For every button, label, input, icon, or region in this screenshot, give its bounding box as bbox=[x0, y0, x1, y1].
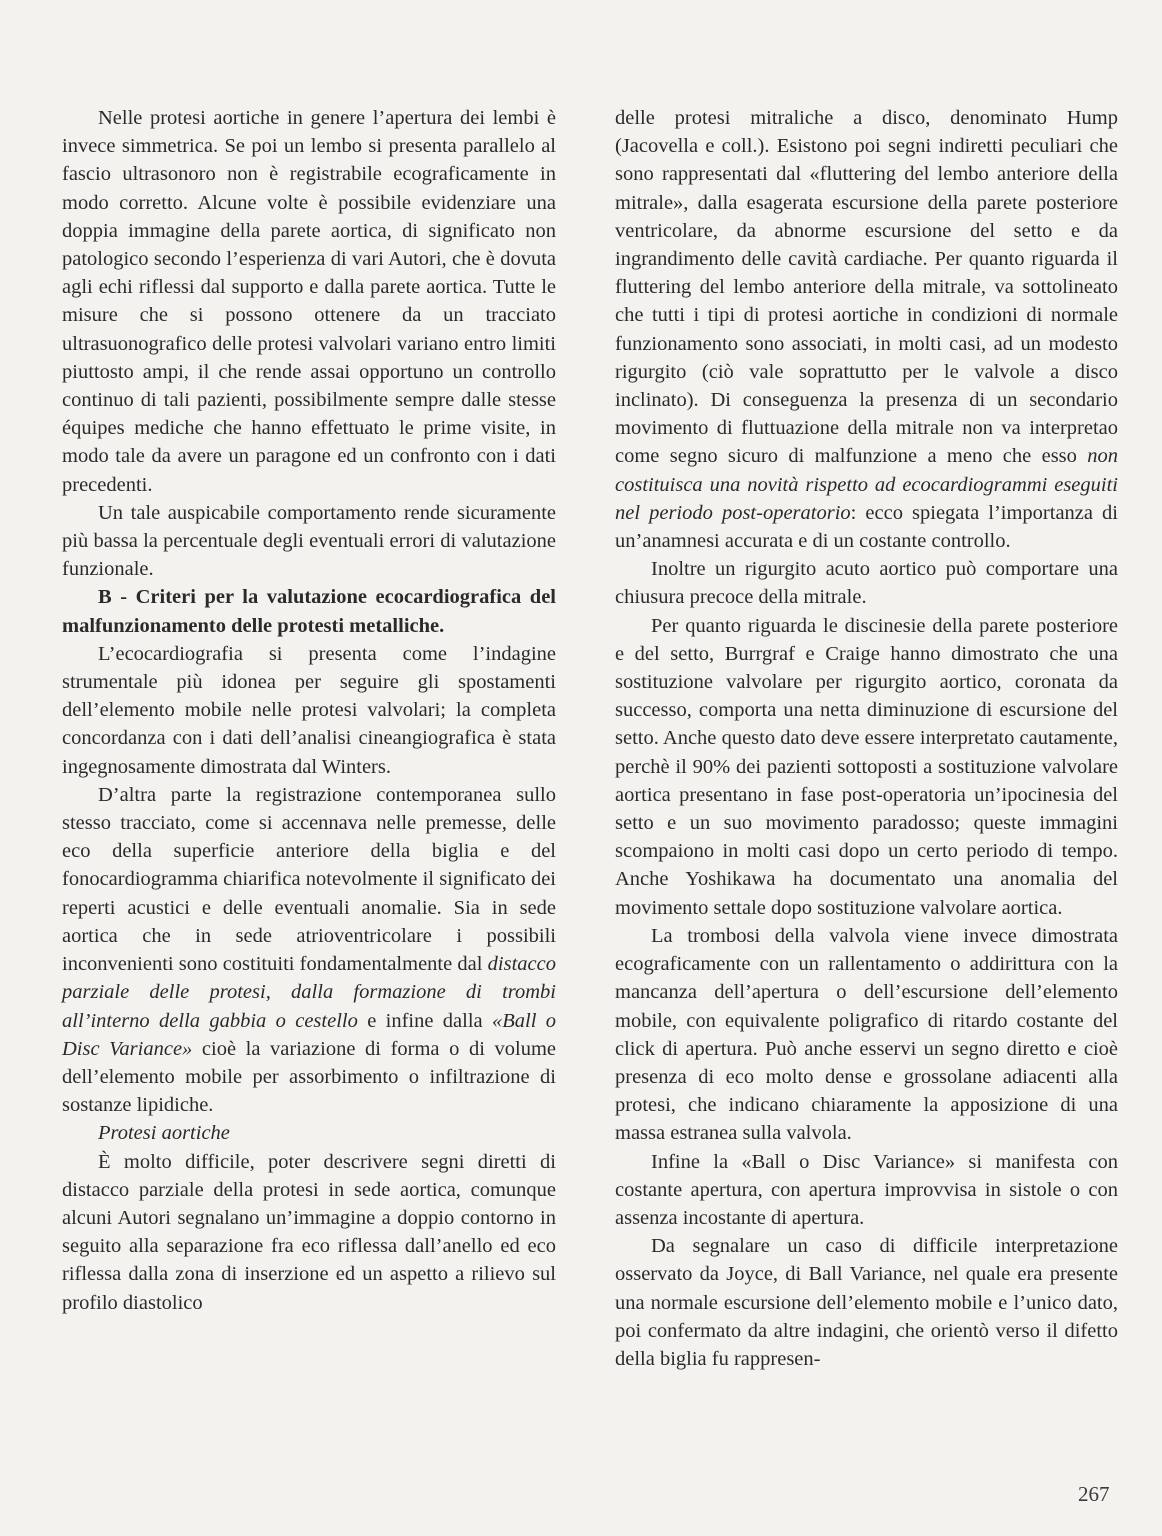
section-heading: B - Criteri per la valutazione ecocardiografica del malfunzionamento delle protesti metalliche. bbox=[62, 586, 556, 637]
paragraph: Per quanto riguarda le discinesie della parete posteriore e del setto, Burrgraf e Craige hanno dimostrato che una sostituzione valvolare per rigurgito aortico, coronata da successo, comporta una netta diminuzione di escursione del setto. Anche questo dato deve essere interpretato cautamente, perchè il 90% dei pazienti sottoposti a sostituzione valvolare aortica presentano in fase post-operatoria un’ipocinesia del setto e un suo movimento paradosso; queste immagini scompaiono in molti casi dopo un certo periodo di tempo. Anche Yoshikawa ha documentato una anomalia del movimento settale dopo sostituzione valvolare aortica. bbox=[615, 614, 1118, 919]
left-column bbox=[62, 104, 556, 1317]
emphasis: non costituisca una novità rispetto ad ecocardiogrammi eseguiti nel periodo post-operatorio bbox=[615, 445, 1118, 524]
paragraph: Da segnalare un caso di difficile interpretazione osservato da Joyce, di Ball Variance, nel quale era presente una normale escursione dell’elemento mobile e l’unico dato, poi confermato da altre indagini, che orientò verso il difetto della biglia fu rappresen- bbox=[615, 1235, 1118, 1370]
paragraph: L’ecocardiografia si presenta come l’indagine strumentale più idonea per seguire gli spostamenti dell’elemento mobile nelle protesi valvolari; la completa concordanza con i dati dell’analisi cineangiografica è stata ingegnosamente dimostrata dal Winters. bbox=[62, 642, 556, 778]
paragraph: Inoltre un rigurgito acuto aortico può comportare una chiusura precoce della mitrale. bbox=[615, 558, 1118, 609]
emphasis: «Ball o Disc Variance» bbox=[62, 1009, 556, 1060]
paragraph: delle protesi mitraliche a disco, denominato Hump (Jacovella e coll.). Esistono poi segni indiretti peculiari che sono rappresentati dal «fluttering del lembo anteriore della mitrale», dalla esagerata escursione della parete posteriore ventricolare, da abnorme escursione del setto e da ingrandimento delle cavità cardiache. Per quanto riguarda il fluttering del lembo anteriore della mitrale, va sottolineato che tutti i tipi di protesi aortiche in condizioni di normale funzionamento sono associati, in molti casi, ad un modesto rigurgito (ciò vale soprattutto per le valvole a disco inclinato). Di conseguenza la presenza di un secondario movimento di fluttuazione della mitrale non va interpretao come segno sicuro di malfunzione a meno che esso non costituisca una novità rispetto ad ecocardiogrammi eseguiti nel periodo post-operatorio: ecco spiegata l’importanza di un’anamnesi accurata e di un costante controllo. bbox=[615, 107, 1119, 553]
paragraph: È molto difficile, poter descrivere segni diretti di distacco parziale della protesi in sede aortica, comunque alcuni Autori segnalano un’immagine a doppio contorno in seguito alla separazione fra eco riflessa dall’anello ed eco riflessa dalla zona di inserzione ed un aspetto a rilievo sul profilo diastolico bbox=[62, 1150, 556, 1314]
subheading: Protesi aortiche bbox=[98, 1122, 230, 1145]
page-number: 267 bbox=[1078, 1482, 1110, 1506]
right-column bbox=[615, 104, 1118, 1373]
paragraph: Un tale auspicabile comportamento rende sicuramente più bassa la percentuale degli eventuali errori di valutazione funzionale. bbox=[62, 501, 556, 581]
paragraph: La trombosi della valvola viene invece dimostrata ecograficamente con un rallentamento o addirittura con la mancanza dell’apertura o dell’escursione dell’elemento mobile, con equivalente poligrafico di ritardo costante del click di apertura. Può anche esservi un segno diretto e cioè presenza di eco molto dense e grossolane adiacenti alla protesi, che indicano chiaramente la apposizione di una massa estranea sulla valvola. bbox=[615, 924, 1118, 1145]
paragraph: Infine la «Ball o Disc Variance» si manifesta con costante apertura, con apertura improvvisa in sistole o con assenza incostante di apertura. bbox=[615, 1150, 1118, 1229]
paragraph: Nelle protesi aortiche in genere l’apertura dei lembi è invece simmetrica. Se poi un lembo si presenta parallelo al fascio ultrasonoro non è registrabile ecograficamente in modo corretto. Alcune volte è possibile evidenziare una doppia immagine della parete aortica, di significato non patologico secondo l’esperienza di vari Autori, che è dovuta agli echi riflessi dal supporto e dalla parete aortica. Tutte le misure che si possono ottenere da un tracciato ultrasuonografico delle protesi valvolari variano entro limiti piuttosto ampi, il che rende assai opportuno un controllo continuo di tali pazienti, possibilmente sempre dalle stesse équipes mediche che hanno effettuato le prime visite, in modo tale da avere un paragone ed un confronto con i dati precedenti. bbox=[62, 107, 556, 496]
emphasis: distacco parziale delle protesi, dalla formazione di trombi all’interno della gabbia o cestello bbox=[62, 953, 556, 1032]
paragraph: D’altra parte la registrazione contemporanea sullo stesso tracciato, come si accennava nelle premesse, delle eco della superficie anteriore della biglia e del fonocardiogramma chiarifica notevolmente il significato dei reperti acustici e delle eventuali anomalie. Sia in sede aortica che in sede atrioventricolare i possibili inconvenienti sono costituiti fondamentalmente dal distacco parziale delle protesi, dalla formazione di trombi all’interno della gabbia o cestello e infine dalla «Ball o Disc Variance» cioè la variazione di forma o di volume dell’elemento mobile per assorbimento o infiltrazione di sostanze lipidiche. bbox=[62, 783, 556, 1117]
